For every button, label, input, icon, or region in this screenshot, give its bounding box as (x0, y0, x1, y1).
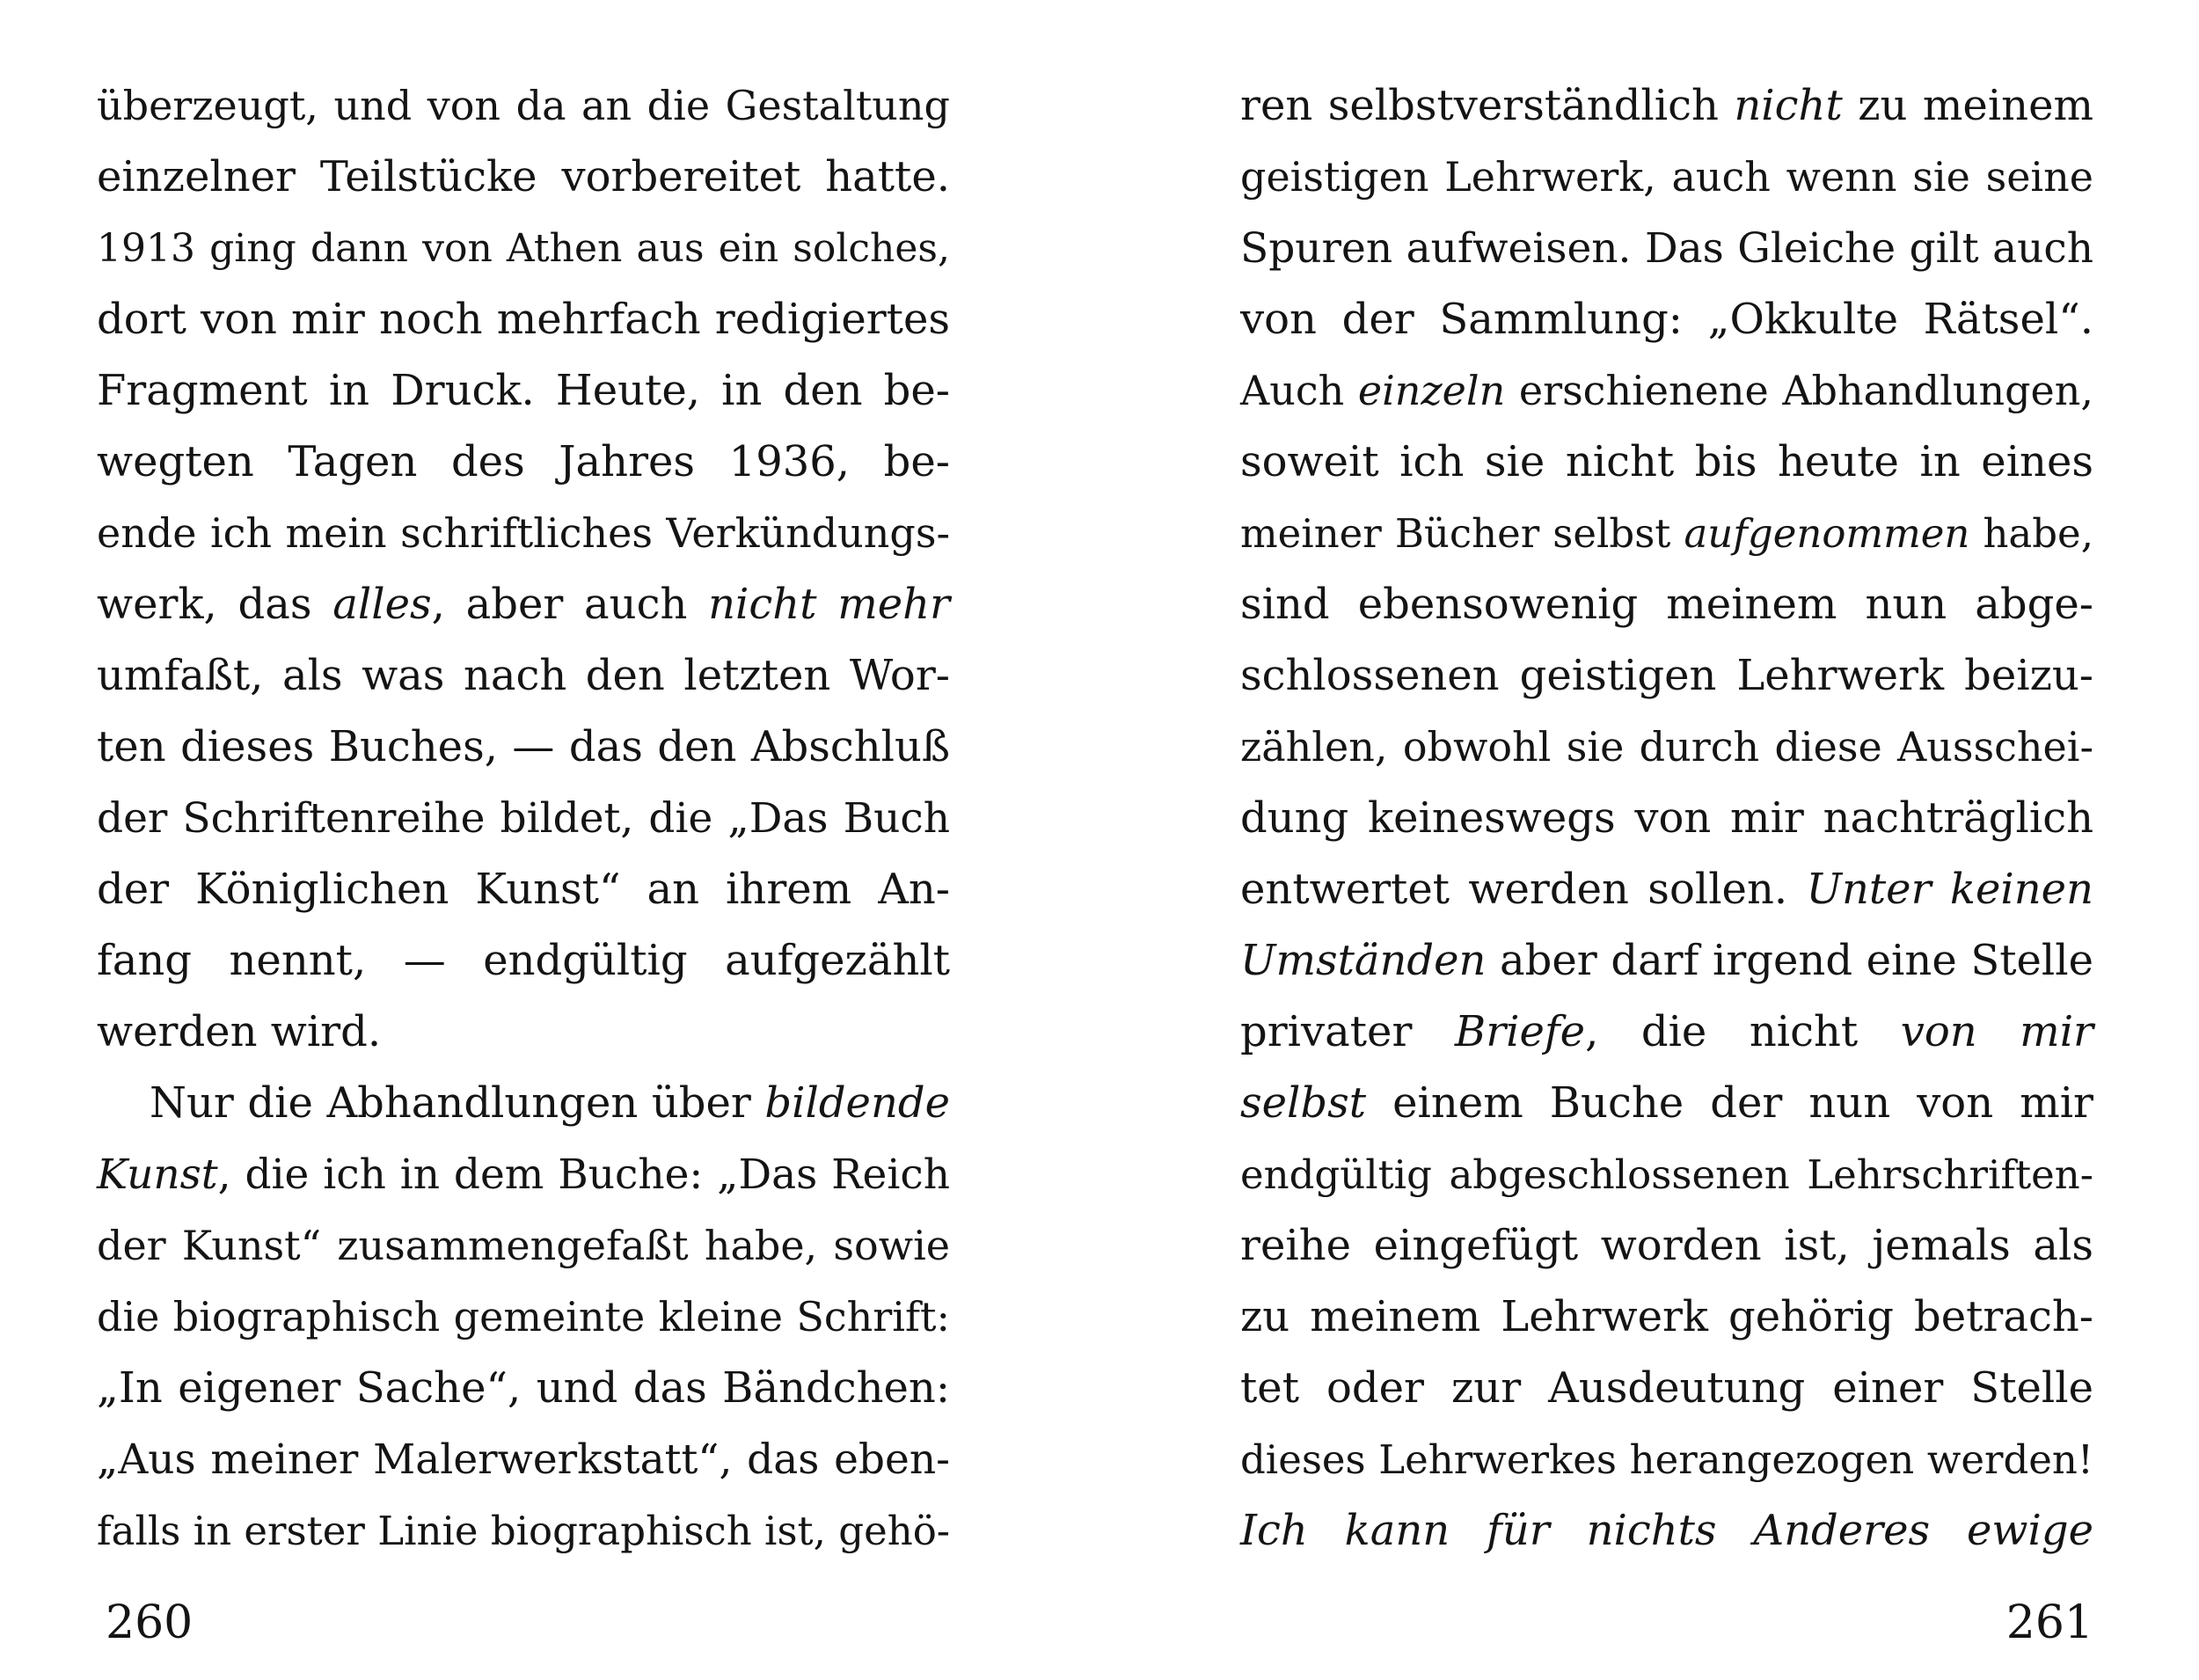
text-line: tet oder zur Ausdeutung einer Stelle (1240, 1363, 2093, 1413)
text-line: der Schriftenreihe bildet, die „Das Buch (97, 794, 950, 843)
text-line: „Aus meiner Malerwerkstatt“, das eben- (97, 1435, 950, 1484)
text-line: reihe eingefügt worden ist, jemals als (1240, 1221, 2093, 1270)
text-line: schlossenen geistigen Lehrwerk beizu- (1240, 651, 2093, 700)
text-line: meiner Bücher selbst aufgenommen habe, (1240, 510, 2093, 557)
text-line: werden wird. (97, 1007, 382, 1056)
text-line: die biographisch gemeinte kleine Schrift: (97, 1293, 950, 1340)
text-line: der Königlichen Kunst“ an ihrem An- (97, 865, 950, 914)
text-line: geistigen Lehrwerk, auch wenn sie seine (1240, 153, 2093, 201)
text-line: umfaßt, als was nach den letzten Wor- (97, 651, 950, 700)
text-line: von der Sammlung: „Okkulte Rätsel“. (1240, 295, 2093, 344)
text-line: Nur die Abhandlungen über bildende (150, 1078, 950, 1128)
text-line: selbst einem Buche der nun von mir (1240, 1078, 2093, 1128)
text-line: dort von mir noch mehrfach redigiertes (97, 295, 950, 344)
text-line: überzeugt, und von da an die Gestaltung (97, 82, 950, 129)
text-line: zählen, obwohl sie durch diese Ausschei- (1240, 723, 2093, 771)
text-line: privater Briefe, die nicht von mir (1240, 1007, 2093, 1056)
text-line: 1913 ging dann von Athen aus ein solches, (97, 226, 950, 271)
text-line: werk, das alles, aber auch nicht mehr (97, 580, 950, 629)
text-line: Kunst, die ich in dem Buche: „Das Reich (97, 1150, 950, 1199)
text-line: „In eigener Sache“, und das Bändchen: (97, 1363, 950, 1413)
left-page-text (97, 70, 950, 1567)
text-line: falls in erster Linie biographisch ist, gehö- (97, 1508, 950, 1554)
text-line: endgültig abgeschlossenen Lehrschriften- (1240, 1151, 2093, 1198)
text-line: dung keineswegs von mir nachträglich (1240, 793, 2093, 843)
text-line: ten dieses Buches, — das den Abschluß (97, 722, 950, 771)
text-line: dieses Lehrwerkes herangezogen werden! (1240, 1436, 2093, 1483)
right-page-text (1240, 70, 2093, 1567)
page-number: 261 (2005, 1596, 2093, 1649)
text-line: Fragment in Druck. Heute, in den be- (97, 366, 950, 415)
text-line: entwertet werden sollen. Unter keinen (1240, 865, 2093, 914)
text-line: einzelner Teilstücke vorbereitet hatte. (97, 152, 950, 201)
text-line: der Kunst“ zusammengefaßt habe, sowie (97, 1222, 950, 1269)
text-line: zu meinem Lehrwerk gehörig betrach- (1240, 1292, 2093, 1341)
text-line: Umständen aber darf irgend eine Stelle (1240, 936, 2093, 985)
text-line: Spuren aufweisen. Das Gleiche gilt auch (1240, 224, 2093, 273)
text-line: soweit ich sie nicht bis heute in eines (1240, 437, 2093, 486)
text-line: ende ich mein schriftliches Verkündungs- (97, 509, 950, 557)
text-line: sind ebensowenig meinem nun abge- (1240, 580, 2093, 629)
text-line: Ich kann für nichts Anderes ewige (1240, 1506, 2093, 1555)
text-line: fang nennt, — endgültig aufgezählt (97, 936, 950, 985)
page-number: 260 (106, 1596, 194, 1649)
text-line: Auch einzeln erschienene Abhandlungen, (1240, 367, 2093, 414)
text-line: wegten Tagen des Jahres 1936, be- (97, 437, 950, 486)
text-line: ren selbstverständlich nicht zu meinem (1240, 81, 2093, 130)
